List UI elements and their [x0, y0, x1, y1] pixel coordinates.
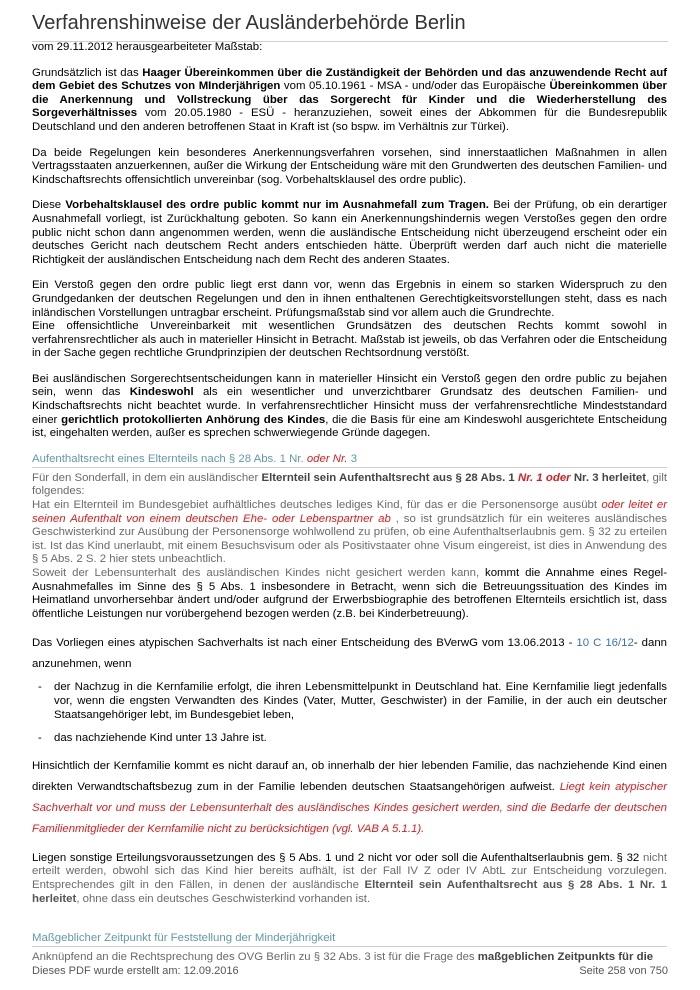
text: 3	[347, 452, 358, 465]
list-item	[32, 681, 667, 722]
paragraph-lebensunterhalt	[32, 567, 667, 621]
paragraph-atypisch	[32, 633, 667, 675]
footer-created-date: Dieses PDF wurde erstellt am: 12.09.2016	[32, 965, 239, 977]
document-body	[32, 41, 667, 977]
bold-text: Elternteil sein Aufenthaltsrecht aus § 28 Abs. 1	[261, 471, 518, 484]
text: Diese	[32, 199, 66, 212]
text: - dann anzunehmen, wenn	[32, 637, 667, 671]
bold-text: gerichtlich protokollierten Anhörung des Kindes	[61, 413, 326, 426]
paragraph-vorbehalt	[32, 199, 667, 267]
text: Hat ein Elternteil im Bundesgebiet aufhältliches deutsches lediges Kind, für das er die Personensorge ausübt	[32, 499, 602, 512]
dash-marker: -	[38, 732, 42, 745]
intro-line: vom 29.11.2012 herausgearbeiteter Maßstab:	[32, 41, 263, 53]
text: vom 05.10.1961 - MSA - und/oder das Europäische	[280, 80, 550, 93]
dash-marker: -	[38, 681, 42, 694]
text: , so ist grundsätzlich für ein weiteres ausländisches Geschwisterkind zur Ausübung der Personensorge wohlwollend zu prüfen, ob eine Aufenthaltserlaubnis gem. § 32 zu erteilen ist. Ist das Kind unerlaubt, mit einem Besuchsvisum oder als Positivstaater ohne Visum eingereist, ist dies in Anwendung des § 5 Abs. 2 S. 2 hier stets unbeachtlich.	[32, 512, 667, 566]
text: Aufenthaltsrecht eines Elternteils nach § 28 Abs. 1 Nr.	[32, 452, 307, 465]
gray-text: nicht erteilt werden, obwohl sich das Kind hier bereits aufhält, ist der Fall IV Z oder IV AbtL zur Entscheidung vorzulegen. Entsprechendes gilt in den Fällen, in denen der ausländische	[32, 851, 667, 891]
section-heading-aufenthaltsrecht	[32, 453, 667, 468]
red-text: oder Nr.	[306, 452, 348, 465]
bold-text: Elternteil sein Aufenthaltsrecht aus § 28 Abs. 1 Nr. 1 herleitet	[32, 878, 667, 905]
paragraph-verstoss	[32, 279, 667, 361]
text: Bei ausländischen Sorgerechtsentscheidungen kann in materieller Hinsicht ein Verstoß gegen den ordre public zu bejahen sein, wenn das	[32, 372, 667, 399]
text: Für den Sonderfall, in dem ein ausländischer	[32, 471, 262, 484]
text: das nachziehende Kind unter 13 Jahre ist.	[54, 732, 267, 745]
paragraph-sonderfall	[32, 472, 667, 499]
paragraph-geschwisterkind	[32, 499, 667, 567]
red-text: Liegt kein atypischer Sachverhalt vor und muss der Lebensunterhalt des ausländisches Kindes gesichert werden, sind die Bedarfe der deutschen Familienmitglieder der Kernfamilie nicht zu berücksichtigen (vgl. VAB A 5.1.1).	[32, 780, 668, 835]
bold-text: Kindeswohl	[129, 386, 194, 399]
paragraph-kernfamilie	[32, 756, 667, 840]
list-item	[32, 732, 667, 746]
text: als ein wesentlicher und unverzichtbarer Grundsatz des deutschen Familien- und Kindschaftsrechts nicht beachtet wurde. In verfahrensrechtlicher Hinsicht muss der verfahrensrechtliche Mindeststandard einer	[32, 386, 667, 426]
court-decision-link[interactable]: 10 C 16/12	[576, 637, 634, 650]
page-title: Verfahrenshinweise der Ausländerbehörde Berlin	[32, 12, 668, 42]
bold-text: Übereinkommen über die Anerkennung und Vollstreckung über das Sorgerecht für Kinder und die Wiederherstellung des Sorgeverhältnisses	[32, 80, 667, 120]
paragraph-zeitpunkt	[32, 951, 667, 965]
section-heading-zeitpunkt: Maßgeblicher Zeitpunkt für Feststellung der Minderjährigkeit	[32, 932, 667, 947]
text: Grundsätzlich ist das	[32, 66, 143, 79]
bold-text: maßgeblichen Zeitpunkts für die	[477, 951, 654, 964]
footer-page-number: Seite 258 von 750	[579, 965, 668, 977]
text: Ein Verstoß gegen den ordre public liegt erst dann vor, wenn das Ergebnis in einem so starken Widerspruch zu den Grundgedanken der deutschen Regelungen und den in ihnen enthaltenen Gerechtigkeitsvorstellungen steht, dass es nach inländischen Vorstellungen untragbar erscheint. Prüfungsmaßstab sind vor allem auch die Grundrechte.	[32, 279, 667, 319]
bold-text: Haager Übereinkommen über die Zuständigkeit der Behörden und das anzuwendende Recht auf dem Gebiet des Schutzes von MInderjährigen	[32, 66, 667, 93]
text: Bei der Prüfung, ob ein derartiger Ausnahmefall vorliegt, ist Zurückhaltung geboten. So kann ein Anerkennungshindernis wegen Verstoßes gegen den ordre public nicht schon dann angenommen werden, wenn die ausländische Entscheidung nicht überzeugend erscheint oder ein deutsches Gericht nach deutschem Recht anders entschieden hätte. Überprüft werden darf auch nicht die materielle Richtigkeit der ausländischen Entscheidung nach dem Recht des anderen Staates.	[32, 199, 667, 266]
text: Das Vorliegen eines atypischen Sachverhalts ist nach einer Entscheidung des BVerwG vom 13.06.2013 -	[32, 637, 577, 650]
text: der Nachzug in die Kernfamilie erfolgt, die ihren Lebensmittelpunkt in Deutschland hat. Eine Kernfamilie liegt jedenfalls vor, wenn die engsten Verwandten des Kindes (Vater, Mutter, Geschwister) in der Familie, in der auch ein deutscher Staatsangehöriger lebt, im Bundesgebiet leben,	[54, 681, 667, 721]
text: Anknüpfend an die Rechtsprechung des OVG Berlin zu § 32 Abs. 3 ist für die Frage des	[32, 951, 478, 964]
text: vom 20.05.1980 - ESÜ - heranzuziehen, soweit eines der Abkommen für die Bundesrepublik Deutschland und den anderen betroffenen Staat in Kraft ist (so bspw. im Verhältnis zur Türkei).	[32, 107, 667, 133]
gray-text: , ohne dass ein deutsches Geschwisterkind vorhanden ist.	[76, 892, 371, 905]
atypisch-list	[32, 681, 667, 745]
page-footer	[32, 965, 668, 977]
text: , die die Basis für eine am Kindeswohl ausgerichtete Entscheidung ist, eingehalten werden, außer es sprechen schwerwiegende Gründe dagegen.	[32, 413, 667, 440]
bold-text: Vorbehaltsklausel des ordre public kommt nur im Ausnahmefall zum Tragen.	[65, 199, 489, 212]
paragraph-anerkennung: Da beide Regelungen kein besonderes Anerkennungsverfahren vorsehen, sind innerstaatlichen Maßnahmen in allen Vertragsstaaten anzuerkennen, außer die Wirkung der Entscheidung wäre mit den Grundwerten des deutschen Familien- und Kindschaftsrechts offensichtlich unvereinbar (sog. Vorbehaltsklausel des ordre public).	[32, 146, 667, 186]
red-text: Nr. 1 oder	[517, 471, 571, 484]
text: Eine offensichtliche Unvereinbarkeit mit wesentlichen Grundsätzen des deutschen Rechts kommt sowohl in verfahrensrechtlicher als auch in materieller Hinsicht in Betracht. Maßstab ist jeweils, ob das Verfahren oder die Entscheidung in der Sache gegen rechtliche Grundprinzipien der deutschen Rechtsordnung verstößt.	[32, 320, 667, 360]
text: Liegen sonstige Erteilungsvoraussetzungen des § 5 Abs. 1 und 2 nicht vor oder soll die Aufenthaltserlaubnis gem. § 32	[32, 851, 643, 864]
paragraph-haager	[32, 67, 667, 135]
text: , gilt folgendes:	[32, 471, 668, 498]
red-text: oder leitet er seinen Aufenthalt von einem deutschen Ehe- oder Lebenspartner ab	[32, 499, 667, 525]
bold-text: Nr. 3 herleitet	[570, 471, 647, 484]
text: Soweit der Lebensunterhalt des ausländischen Kindes nicht gesichert werden kann,	[32, 567, 486, 579]
paragraph-kindeswohl	[32, 373, 667, 441]
text: kommt die Annahme eines Regel-Ausnahmefalles im Sinne des § 5 Abs. 1 insbesondere in Betracht, wenn sich die Betreuungssituation des Kindes im Heimatland unvorhersehbar ändert und/oder aufgrund der Erwerbsbiographie des betroffenen Elternteils ersichtlich ist, dass öffentliche Leistungen nur vorübergehend bezogen werden (z.B. bei Kinderbetreuung).	[32, 567, 667, 620]
paragraph-erteilungsvoraussetzungen	[32, 852, 667, 906]
text: Hinsichtlich der Kernfamilie kommt es nicht darauf an, ob innerhalb der hier lebenden Familie, das nachziehende Kind einen direkten Verwandtschaftsbezug zum in der Familie lebenden deutschen Staatsangehörigen aufweist.	[32, 759, 667, 793]
